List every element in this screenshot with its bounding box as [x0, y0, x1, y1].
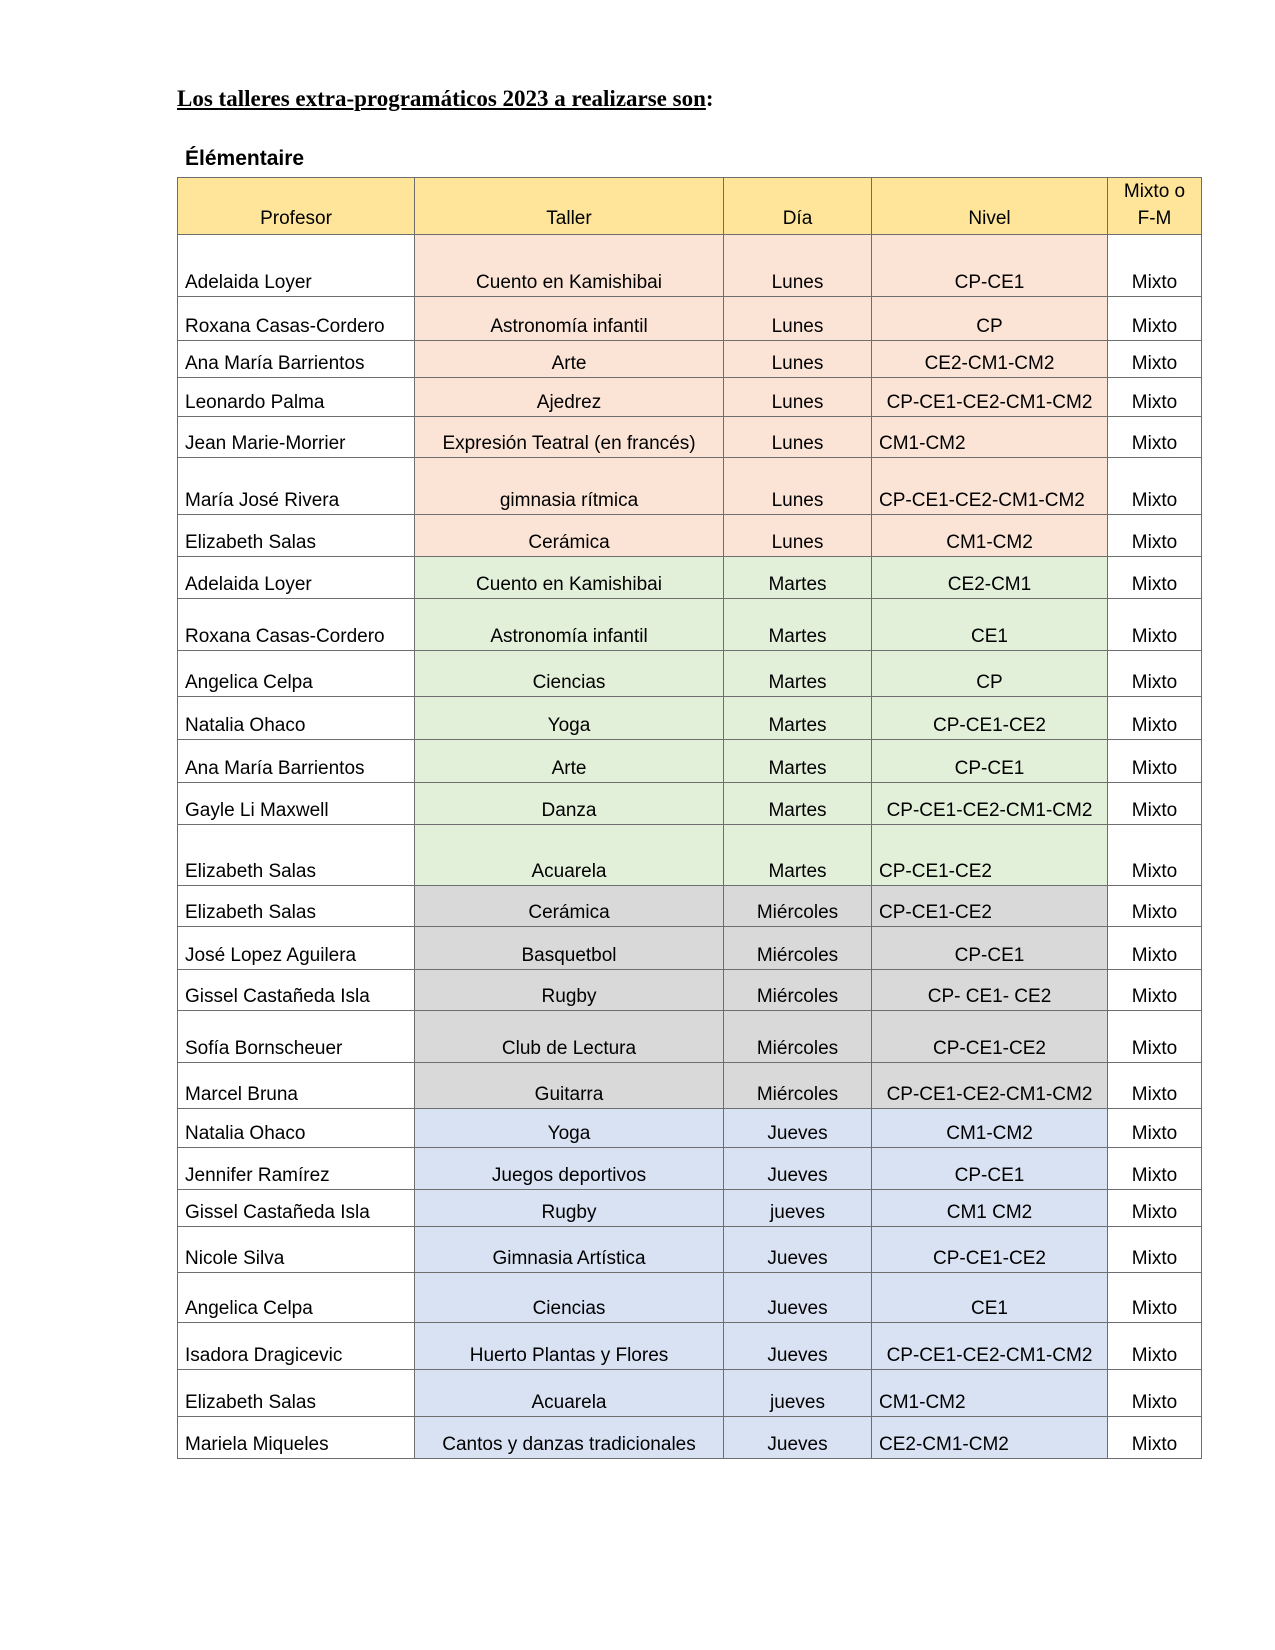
cell-taller: Cuento en Kamishibai — [415, 235, 724, 297]
cell-dia: Miércoles — [724, 927, 872, 970]
cell-mixto: Mixto — [1108, 927, 1202, 970]
cell-mixto: Mixto — [1108, 557, 1202, 599]
workshops-table — [177, 177, 1202, 1459]
cell-mixto: Mixto — [1108, 235, 1202, 297]
table-row — [178, 458, 1202, 515]
cell-nivel: CP-CE1-CE2-CM1-CM2 — [872, 458, 1108, 515]
cell-taller: Basquetbol — [415, 927, 724, 970]
table-row — [178, 557, 1202, 599]
cell-taller: Ciencias — [415, 651, 724, 697]
cell-taller: Danza — [415, 783, 724, 825]
cell-nivel: CM1-CM2 — [872, 515, 1108, 557]
cell-dia: Lunes — [724, 235, 872, 297]
cell-profesor: María José Rivera — [178, 458, 415, 515]
cell-mixto: Mixto — [1108, 515, 1202, 557]
cell-profesor: Sofía Bornscheuer — [178, 1011, 415, 1063]
cell-profesor: Angelica Celpa — [178, 651, 415, 697]
cell-profesor: Jennifer Ramírez — [178, 1148, 415, 1190]
cell-dia: Martes — [724, 651, 872, 697]
cell-mixto: Mixto — [1108, 1227, 1202, 1273]
cell-nivel: CP-CE1-CE2 — [872, 886, 1108, 927]
cell-mixto: Mixto — [1108, 651, 1202, 697]
cell-mixto: Mixto — [1108, 1109, 1202, 1148]
cell-taller: Guitarra — [415, 1063, 724, 1109]
cell-taller: Cerámica — [415, 515, 724, 557]
table-row — [178, 1227, 1202, 1273]
cell-taller: gimnasia rítmica — [415, 458, 724, 515]
cell-mixto: Mixto — [1108, 970, 1202, 1011]
cell-profesor: Ana María Barrientos — [178, 341, 415, 378]
cell-nivel: CP-CE1 — [872, 1148, 1108, 1190]
cell-nivel: CM1 CM2 — [872, 1190, 1108, 1227]
cell-mixto: Mixto — [1108, 599, 1202, 651]
table-row — [178, 378, 1202, 417]
cell-dia: Jueves — [724, 1227, 872, 1273]
cell-nivel: CE1 — [872, 1273, 1108, 1323]
cell-dia: Martes — [724, 783, 872, 825]
cell-taller: Arte — [415, 341, 724, 378]
table-row — [178, 1370, 1202, 1417]
cell-mixto: Mixto — [1108, 1190, 1202, 1227]
cell-nivel: CP-CE1-CE2-CM1-CM2 — [872, 1323, 1108, 1370]
table-row — [178, 825, 1202, 886]
cell-nivel: CP-CE1 — [872, 740, 1108, 783]
cell-profesor: Natalia Ohaco — [178, 1109, 415, 1148]
table-row — [178, 697, 1202, 740]
cell-dia: jueves — [724, 1370, 872, 1417]
cell-taller: Yoga — [415, 697, 724, 740]
cell-dia: Miércoles — [724, 886, 872, 927]
cell-taller: Juegos deportivos — [415, 1148, 724, 1190]
cell-taller: Huerto Plantas y Flores — [415, 1323, 724, 1370]
cell-dia: Jueves — [724, 1109, 872, 1148]
cell-profesor: Gissel Castañeda Isla — [178, 1190, 415, 1227]
cell-dia: Lunes — [724, 458, 872, 515]
header-taller: Taller — [415, 178, 724, 235]
cell-dia: Jueves — [724, 1148, 872, 1190]
cell-taller: Ajedrez — [415, 378, 724, 417]
cell-nivel: CP-CE1 — [872, 235, 1108, 297]
table-row — [178, 1148, 1202, 1190]
cell-profesor: Elizabeth Salas — [178, 886, 415, 927]
cell-nivel: CP-CE1-CE2 — [872, 697, 1108, 740]
cell-taller: Astronomía infantil — [415, 599, 724, 651]
table-row — [178, 1063, 1202, 1109]
table-row — [178, 740, 1202, 783]
cell-profesor: Roxana Casas-Cordero — [178, 297, 415, 341]
cell-nivel: CM1-CM2 — [872, 417, 1108, 458]
cell-nivel: CE2-CM1 — [872, 557, 1108, 599]
cell-dia: Lunes — [724, 417, 872, 458]
cell-taller: Club de Lectura — [415, 1011, 724, 1063]
cell-dia: Lunes — [724, 297, 872, 341]
cell-profesor: Ana María Barrientos — [178, 740, 415, 783]
cell-nivel: CP-CE1-CE2-CM1-CM2 — [872, 1063, 1108, 1109]
table-row — [178, 783, 1202, 825]
cell-dia: Martes — [724, 740, 872, 783]
cell-taller: Acuarela — [415, 1370, 724, 1417]
cell-mixto: Mixto — [1108, 1417, 1202, 1459]
table-row — [178, 417, 1202, 458]
cell-dia: Lunes — [724, 378, 872, 417]
cell-profesor: José Lopez Aguilera — [178, 927, 415, 970]
cell-mixto: Mixto — [1108, 1148, 1202, 1190]
cell-mixto: Mixto — [1108, 886, 1202, 927]
cell-nivel: CP-CE1-CE2-CM1-CM2 — [872, 378, 1108, 417]
cell-mixto: Mixto — [1108, 417, 1202, 458]
cell-profesor: Angelica Celpa — [178, 1273, 415, 1323]
cell-mixto: Mixto — [1108, 378, 1202, 417]
table-row — [178, 651, 1202, 697]
cell-dia: Miércoles — [724, 1063, 872, 1109]
table-row — [178, 1109, 1202, 1148]
header-profesor: Profesor — [178, 178, 415, 235]
cell-profesor: Mariela Miqueles — [178, 1417, 415, 1459]
cell-dia: Miércoles — [724, 1011, 872, 1063]
cell-nivel: CP-CE1-CE2 — [872, 1011, 1108, 1063]
cell-profesor: Elizabeth Salas — [178, 825, 415, 886]
header-mixto-line2: F-M — [1137, 208, 1172, 229]
cell-mixto: Mixto — [1108, 1323, 1202, 1370]
cell-mixto: Mixto — [1108, 740, 1202, 783]
table-row — [178, 297, 1202, 341]
table-header-row — [178, 178, 1202, 235]
cell-dia: Jueves — [724, 1273, 872, 1323]
cell-mixto: Mixto — [1108, 1273, 1202, 1323]
cell-profesor: Adelaida Loyer — [178, 235, 415, 297]
cell-profesor: Nicole Silva — [178, 1227, 415, 1273]
cell-mixto: Mixto — [1108, 458, 1202, 515]
cell-nivel: CP- CE1- CE2 — [872, 970, 1108, 1011]
cell-dia: Martes — [724, 557, 872, 599]
cell-mixto: Mixto — [1108, 297, 1202, 341]
cell-profesor: Marcel Bruna — [178, 1063, 415, 1109]
cell-mixto: Mixto — [1108, 1011, 1202, 1063]
cell-profesor: Elizabeth Salas — [178, 1370, 415, 1417]
cell-nivel: CP-CE1-CE2-CM1-CM2 — [872, 783, 1108, 825]
table-row — [178, 1273, 1202, 1323]
cell-dia: Martes — [724, 599, 872, 651]
table-row — [178, 1323, 1202, 1370]
section-title: Élémentaire — [185, 147, 305, 170]
workshops-table-body — [178, 178, 1202, 1459]
cell-nivel: CP — [872, 651, 1108, 697]
table-row — [178, 599, 1202, 651]
cell-dia: Lunes — [724, 515, 872, 557]
cell-nivel: CP-CE1-CE2 — [872, 1227, 1108, 1273]
cell-mixto: Mixto — [1108, 825, 1202, 886]
table-row — [178, 886, 1202, 927]
header-mixto-line1: Mixto o — [1123, 181, 1186, 202]
page-title-colon: : — [705, 86, 714, 111]
cell-taller: Arte — [415, 740, 724, 783]
cell-profesor: Natalia Ohaco — [178, 697, 415, 740]
table-row — [178, 1417, 1202, 1459]
header-mixto — [1108, 178, 1202, 235]
cell-nivel: CM1-CM2 — [872, 1109, 1108, 1148]
cell-taller: Cantos y danzas tradicionales — [415, 1417, 724, 1459]
cell-mixto: Mixto — [1108, 1063, 1202, 1109]
table-row — [178, 235, 1202, 297]
cell-nivel: CM1-CM2 — [872, 1370, 1108, 1417]
cell-dia: Jueves — [724, 1323, 872, 1370]
header-nivel: Nivel — [872, 178, 1108, 235]
cell-nivel: CP — [872, 297, 1108, 341]
cell-dia: Martes — [724, 825, 872, 886]
cell-dia: Martes — [724, 697, 872, 740]
cell-taller: Expresión Teatral (en francés) — [415, 417, 724, 458]
cell-taller: Cuento en Kamishibai — [415, 557, 724, 599]
cell-mixto: Mixto — [1108, 783, 1202, 825]
page-title-text: Los talleres extra-programáticos 2023 a realizarse son — [177, 86, 706, 111]
cell-nivel: CE2-CM1-CM2 — [872, 1417, 1108, 1459]
page-title — [177, 86, 714, 112]
cell-profesor: Elizabeth Salas — [178, 515, 415, 557]
cell-taller: Rugby — [415, 970, 724, 1011]
cell-mixto: Mixto — [1108, 697, 1202, 740]
cell-nivel: CP-CE1 — [872, 927, 1108, 970]
cell-profesor: Jean Marie-Morrier — [178, 417, 415, 458]
cell-dia: Jueves — [724, 1417, 872, 1459]
cell-nivel: CE1 — [872, 599, 1108, 651]
table-row — [178, 515, 1202, 557]
cell-taller: Astronomía infantil — [415, 297, 724, 341]
cell-taller: Rugby — [415, 1190, 724, 1227]
cell-profesor: Gayle Li Maxwell — [178, 783, 415, 825]
cell-profesor: Isadora Dragicevic — [178, 1323, 415, 1370]
table-row — [178, 341, 1202, 378]
table-row — [178, 1190, 1202, 1227]
cell-dia: jueves — [724, 1190, 872, 1227]
cell-mixto: Mixto — [1108, 341, 1202, 378]
cell-profesor: Roxana Casas-Cordero — [178, 599, 415, 651]
table-row — [178, 927, 1202, 970]
cell-nivel: CE2-CM1-CM2 — [872, 341, 1108, 378]
cell-nivel: CP-CE1-CE2 — [872, 825, 1108, 886]
cell-taller: Acuarela — [415, 825, 724, 886]
table-row — [178, 1011, 1202, 1063]
header-dia: Día — [724, 178, 872, 235]
cell-taller: Yoga — [415, 1109, 724, 1148]
cell-taller: Ciencias — [415, 1273, 724, 1323]
cell-profesor: Leonardo Palma — [178, 378, 415, 417]
cell-taller: Gimnasia Artística — [415, 1227, 724, 1273]
table-row — [178, 970, 1202, 1011]
cell-mixto: Mixto — [1108, 1370, 1202, 1417]
cell-taller: Cerámica — [415, 886, 724, 927]
cell-dia: Miércoles — [724, 970, 872, 1011]
cell-profesor: Adelaida Loyer — [178, 557, 415, 599]
cell-dia: Lunes — [724, 341, 872, 378]
cell-profesor: Gissel Castañeda Isla — [178, 970, 415, 1011]
